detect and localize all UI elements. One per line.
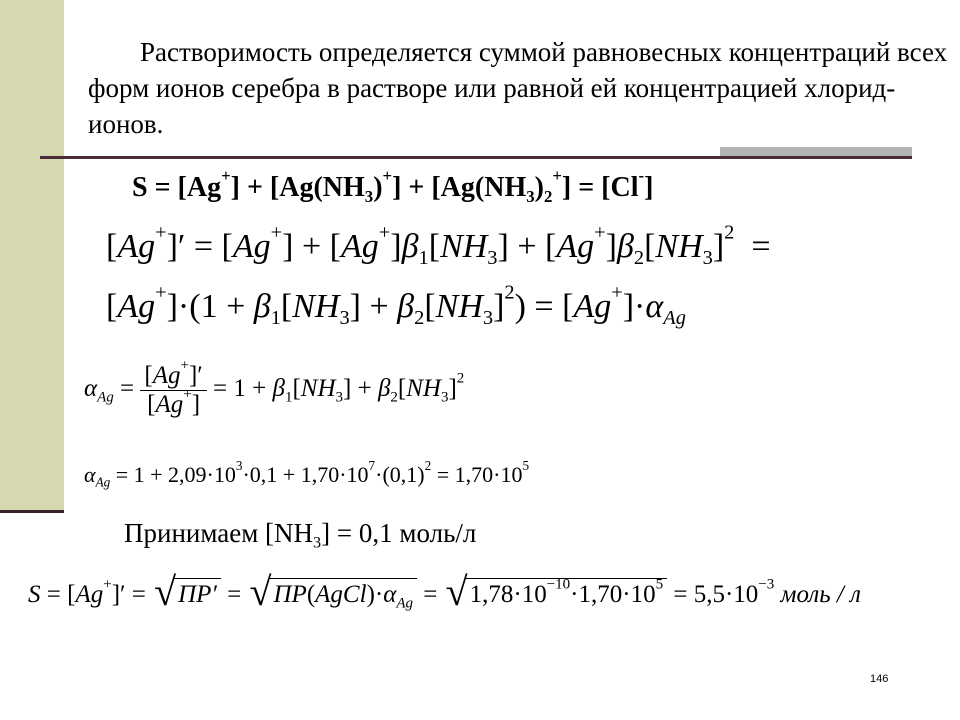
alpha-fraction: $\frac{[Ag^+]'}{[Ag^+]}$ (140, 362, 206, 419)
equation-total-silver-line2: $[Ag^+]\cdot(1 + \beta_1[NH_3] + \beta_2[NH_3]^2) = [Ag^+]\cdot\alpha_{Ag}$ (106, 281, 686, 330)
sqrt-pr-alpha: √ $ПР(AgCl)\cdot\alpha_{Ag}$ (250, 578, 418, 609)
equation-alpha-numeric: $\alpha_{Ag} = 1 + 2,09\cdot 10^3\cdot 0,1 + 1,70\cdot 10^7\cdot(0,1)^2 = 1,70\cdot 10^5$ (84, 458, 530, 490)
page-number: 146 (870, 673, 889, 685)
equation-solubility-result: S = [Ag+]′ = √ ПР′ = √ $ПР(AgCl)\cdot\alpha_{Ag}$ = √ $1,78\cdot 10^{-10}\cdot 1,70\cdot 10^5 = 5,5\cdot 10^{-3}$ моль / л (28, 569, 861, 614)
solubility-sum-equation: $S = [Ag^+] + [Ag(NH_3)^+] + [Ag(NH_3)_2^+] = [Cl^-]$ (132, 165, 654, 206)
intro-text: Растворимость определяется суммой равновесных концентраций всех форм ионов серебра в растворе или равной ей концентрацией хлорид-ионов. (88, 37, 948, 139)
sqrt-numeric: √ $1,78\cdot 10^{-10}\cdot 1,70\cdot 10^5$ (446, 578, 667, 609)
sqrt-pr-prime: √ ПР′ (154, 578, 221, 609)
equation-alpha-definition: $\alpha_{Ag}$ = $\frac{[Ag^+]'}{[Ag^+]}$ = $1 + \beta_1[NH_3] + \beta_2[NH_3]^2$ (84, 357, 465, 418)
accept-ammonia-concentration: Принимаем $[NH_3] = 0,1$ моль/л (124, 518, 477, 552)
sidebar-bottom-line (0, 510, 64, 513)
header-rule (40, 156, 912, 159)
equation-total-silver-line1: $[Ag^+]' = [Ag^+] + [Ag^+]\beta_1[NH_3] + [Ag^+]\beta_2[NH_3]^2$ = (106, 221, 771, 270)
sidebar-decoration (0, 0, 64, 512)
